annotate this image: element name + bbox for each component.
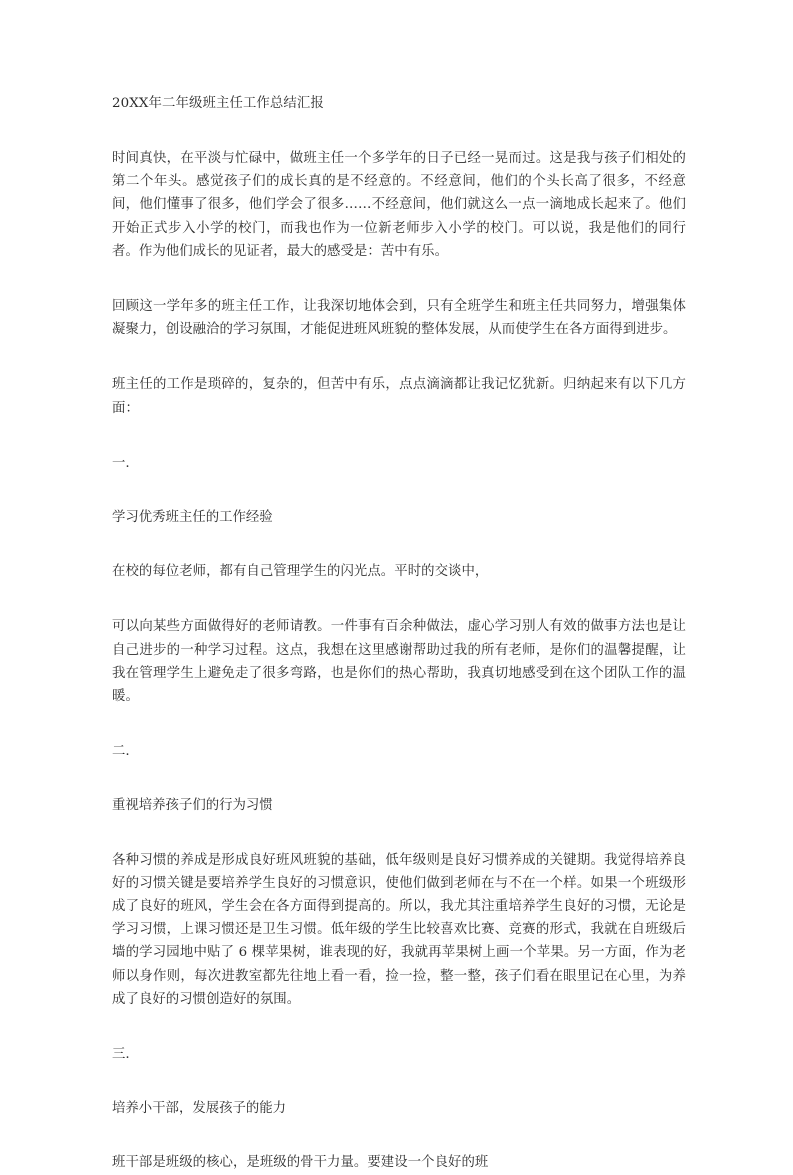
spacer [112, 1120, 686, 1151]
spacer [112, 529, 686, 560]
paragraph-section-three-body: 班干部是班级的核心，是班级的骨干力量。要建设一个良好的班 [112, 1155, 489, 1171]
section-number-one: 一. [112, 455, 130, 471]
spacer [112, 115, 686, 147]
paragraph-review: 回顾这一学年多的班主任工作，让我深切地体会到，只有全班学生和班主任共同努力，增强集体凝聚力，创设融洽的学习氛围，才能促进班风班貌的整体发展，从而使学生在各方面得到进步。 [112, 299, 686, 338]
spacer [112, 708, 686, 740]
paragraph-section-one-lead: 在校的每位老师，都有自己管理学生的闪光点。平时的交谈中， [112, 564, 489, 580]
section-title-one: 学习优秀班主任的工作经验 [112, 510, 273, 526]
spacer [112, 583, 686, 615]
section-number-three: 三. [112, 1047, 130, 1063]
spacer [112, 763, 686, 794]
paragraph-section-one-body: 可以向某些方面做得好的老师请教。一件事有百余种做法，虚心学习别人有效的做事方法也是让自己进步的一种学习过程。这点，我想在这里感谢帮助过我的所有老师，是你们的温馨提醒，让我在管理学生上避免走了很多弯路，也是你们的热心帮助，我真切地感受到在这个团队工作的温暖。 [112, 619, 686, 705]
section-title-three: 培养小干部，发展孩子的能力 [112, 1101, 287, 1117]
spacer [112, 475, 686, 506]
spacer [112, 420, 686, 452]
spacer [112, 263, 686, 295]
section-title-two: 重视培养孩子们的行为习惯 [112, 798, 273, 814]
paragraph-overview: 班主任的工作是琐碎的，复杂的，但苦中有乐，点点滴滴都让我记忆犹新。归纳起来有以下几方面： [112, 377, 686, 416]
paragraph-section-two-body: 各种习惯的养成是形成良好班风班貌的基础，低年级则是良好习惯养成的关键期。我觉得培养良好的习惯关键是要培养学生良好的习惯意识，使他们做到老师在与不在一个样。如果一个班级形成了良好的班风，学生会在各方面得到提高的。所以，我尤其注重培养学生良好的习惯，无论是学习习惯，上课习惯还是卫生习惯。低年级的学生比较喜欢比赛、竞赛的形式，我就在自班级后墙的学习园地中贴了 6 棵苹果树，谁表现的好，我就再苹果树上画一个苹果。另一方面，作为老师以身作则，每次进教室都先往地上看一看，捡一捡，整一整，孩子们看在眼里记在心里，为养成了良好的习惯创造好的氛围。 [112, 852, 686, 1007]
spacer [112, 1011, 686, 1043]
document-title: 20XX年二年级班主任工作总结汇报 [112, 96, 324, 111]
spacer [112, 818, 686, 849]
document-text-column [112, 92, 686, 1175]
spacer [112, 341, 686, 373]
spacer [112, 1066, 686, 1097]
section-number-two: 二. [112, 744, 130, 760]
paragraph-intro: 时间真快，在平淡与忙碌中，做班主任一个多学年的日子已经一晃而过。这是我与孩子们相处的第二个年头。感觉孩子们的成长真的是不经意的。不经意间，他们的个头长高了很多，不经意间，他们懂事了很多，他们学会了很多……不经意间，他们就这么一点一滴地成长起来了。他们开始正式步入小学的校门，而我也作为一位新老师步入小学的校门。可以说，我是他们的同行者。作为他们成长的见证者，最大的感受是：苦中有乐。 [112, 151, 686, 259]
